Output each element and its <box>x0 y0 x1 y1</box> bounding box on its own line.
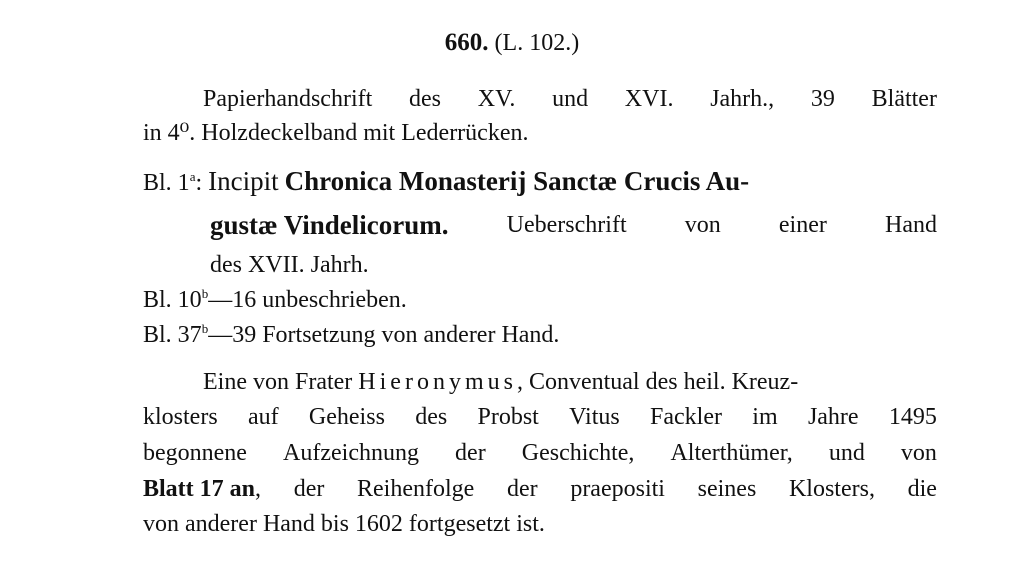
body-line-2 <box>143 402 937 432</box>
body-word: Vitus <box>569 404 620 430</box>
body-word: und <box>828 440 865 466</box>
entry-bl1-line-1 <box>143 166 749 198</box>
body-line-3 <box>143 438 937 468</box>
body-word: auf <box>247 404 279 430</box>
entry-bl1-line-2 <box>210 210 937 240</box>
catalog-number: 660. <box>444 29 489 56</box>
description-word: und <box>552 86 589 112</box>
body-word: Reihenfolge <box>357 476 475 502</box>
entry-bl1-note-word: Hand <box>885 212 937 238</box>
body-name-hieronymus: Hieronymus <box>358 369 517 395</box>
body-word: des <box>415 404 448 430</box>
body-word: im <box>752 404 778 430</box>
entry-bl1-colon: : <box>195 170 203 196</box>
description-word: XVI. <box>624 86 674 112</box>
catalog-heading <box>0 28 1024 58</box>
body-word: der <box>506 476 538 502</box>
body-word: Probst <box>477 404 539 430</box>
body-word: , <box>255 476 262 502</box>
description-word: XV. <box>477 86 516 112</box>
description-line-2: in 4⁰. Holzdeckelband mit Lederrücken. <box>143 120 529 146</box>
entry-bl37-text: —39 Fortsetzung von anderer Hand. <box>208 322 560 348</box>
body-word: klosters <box>143 404 218 430</box>
body-word: der <box>293 476 325 502</box>
entry-bl1-title-part1: Chronica Monasterij Sanctæ Crucis Au- <box>284 166 750 196</box>
entry-bl1-label: Bl. 1 <box>143 170 190 196</box>
entry-bl37-sup: b <box>201 321 209 336</box>
entry-bl1-sup: a <box>189 169 196 184</box>
body-word: 1495 <box>888 404 937 430</box>
body-line-5: von anderer Hand bis 1602 fortgesetzt ist. <box>143 511 545 537</box>
body-word: Alterthümer, <box>670 440 793 466</box>
entry-bl37-label: Bl. 37 <box>143 322 202 348</box>
body-line-4 <box>143 474 937 504</box>
entry-bl10-label: Bl. 10 <box>143 287 202 313</box>
entry-bl1-line-3: des XVII. Jahrh. <box>210 252 369 278</box>
body-line-1 <box>203 367 798 397</box>
body-line-1-rest: , Conventual des heil. Kreuz- <box>516 369 799 395</box>
body-line-1-start: Eine von Frater <box>203 369 353 395</box>
body-word: seines <box>697 476 757 502</box>
entry-bl1-note-word: Ueberschrift <box>506 212 627 238</box>
entry-bl1-note-word: einer <box>778 212 827 238</box>
entry-bl1-incipit: Incipit <box>208 166 279 196</box>
body-word: Geheiss <box>308 404 385 430</box>
body-word: Geschichte, <box>521 440 635 466</box>
body-word: Jahre <box>807 404 859 430</box>
entry-bl10-sup: b <box>201 286 209 301</box>
body-word: begonnene <box>143 440 247 466</box>
description-word: 39 <box>810 86 835 112</box>
entry-bl1-title-part2: gustæ Vindelicorum. <box>210 210 449 240</box>
entry-bl37 <box>143 320 559 350</box>
body-word: die <box>907 476 937 502</box>
body-word: der <box>455 440 486 466</box>
description-word: Jahrh., <box>710 86 775 112</box>
entry-bl10 <box>143 285 407 315</box>
description-line-1 <box>203 84 937 114</box>
description-word: Blätter <box>871 86 937 112</box>
body-word: Fackler <box>650 404 722 430</box>
body-word: Klosters, <box>788 476 875 502</box>
catalog-reference: (L. 102.) <box>494 30 580 56</box>
entry-bl10-text: —16 unbeschrieben. <box>208 287 407 313</box>
body-word: von <box>900 440 937 466</box>
description-word: des <box>409 86 442 112</box>
description-word: Papierhandschrift <box>203 86 373 112</box>
body-bold-blatt: Blatt 17 an <box>143 476 256 502</box>
entry-bl1-note-word: von <box>684 212 721 238</box>
body-word: Aufzeichnung <box>283 440 419 466</box>
body-word: praepositi <box>570 476 665 502</box>
